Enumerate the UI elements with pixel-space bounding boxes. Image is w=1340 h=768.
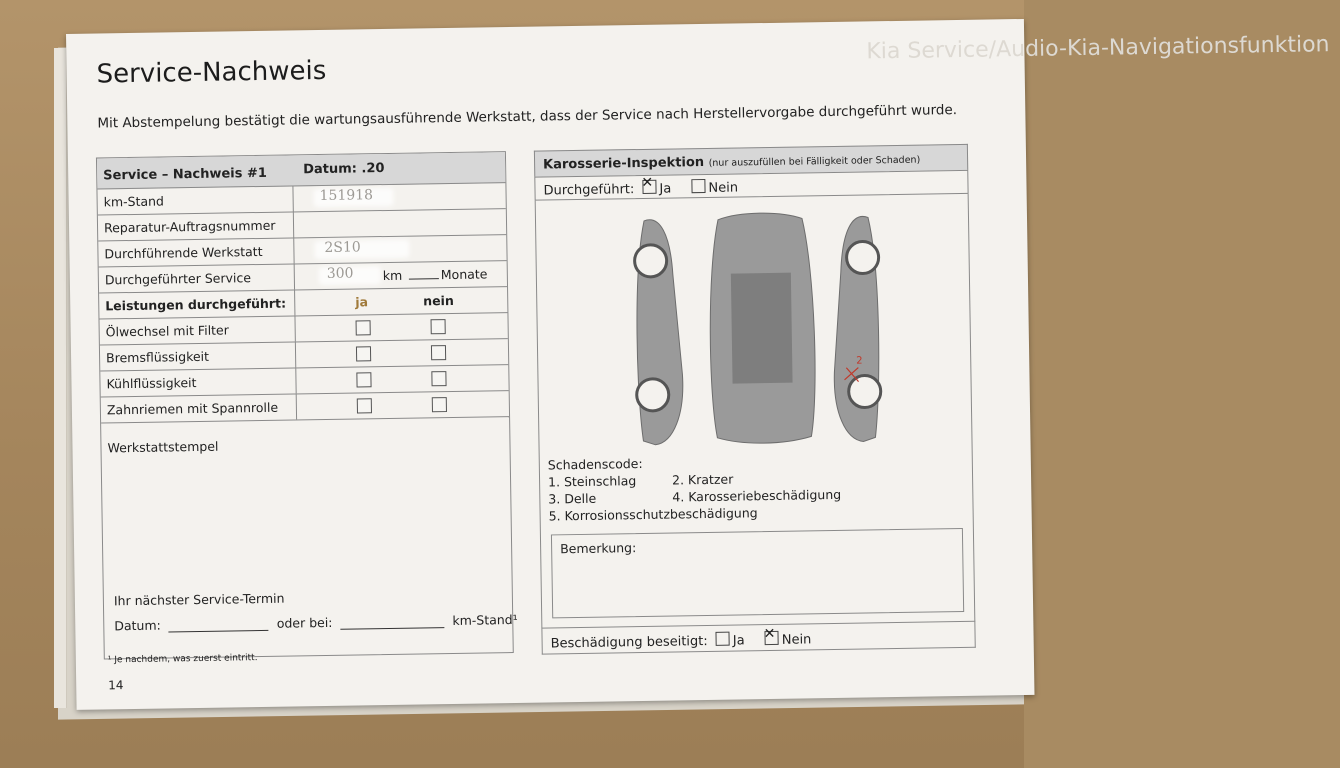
row-label: Ölwechsel mit Filter [99,316,295,344]
durchgefuehrt-label: Durchgeführt: [543,182,635,199]
leistungen-label: Leistungen durchgeführt: [99,290,295,318]
datum-input-line[interactable] [169,620,269,633]
km-stand-label: km-Stand¹ [452,611,518,629]
code-5: 5. Korrosionsschutzbeschädigung [548,505,758,524]
monate-label: Monate [440,266,488,283]
ja-column-label: ja [355,294,369,310]
datum-label: Datum: [114,617,161,634]
beseitigt-row [541,622,975,655]
code-3: 3. Delle [548,490,597,507]
werkstatt-field[interactable] [294,235,506,263]
handwritten-value: 151918 [319,187,374,205]
row-label: Durchgeführter Service [99,264,295,292]
bremsfluessigkeit-nein-checkbox[interactable] [431,345,446,360]
damage-codes [548,451,873,524]
beseitigt-ja-checkbox[interactable] [716,632,730,646]
service-record-form [96,151,518,659]
row-label: Bremsflüssigkeit [100,342,296,370]
bleed-through-text: Kia Service/Audio-Kia-Navigationsfunktion [866,32,1330,65]
row-label: km-Stand [97,186,293,214]
oelwechsel-nein-checkbox[interactable] [431,319,446,334]
wheel [636,379,668,411]
inspection-body [535,194,976,629]
nein-label: Nein [781,632,812,648]
km-suffix: km [382,267,403,284]
form-header-date: Datum: .20 [303,161,385,178]
bremsfluessigkeit-ja-checkbox[interactable] [356,346,371,361]
bemerkung-label: Bemerkung: [560,540,637,557]
werkstattstempel-label: Werkstattstempel [107,438,219,456]
oelwechsel-ja-checkbox[interactable] [356,320,371,335]
km-stand-field[interactable] [293,183,505,211]
car-roof [731,273,793,384]
booklet-page [66,19,1330,710]
nein-column-label: nein [423,292,454,309]
page-edge [54,48,67,708]
car-diagram [630,211,886,451]
page-title: Service-Nachweis [96,55,327,90]
beseitigt-nein-checkbox[interactable] [765,631,779,645]
durchgefuehrt-nein-checkbox[interactable] [691,179,705,193]
next-service-label: Ihr nächster Service-Termin [113,590,285,609]
row-label: Durchführende Werkstatt [98,238,294,266]
service-field[interactable] [295,261,507,289]
row-label: Kühlflüssigkeit [100,368,296,396]
km-input-line[interactable] [340,617,444,630]
wheel [634,245,666,277]
durchgefuehrt-ja-checkbox[interactable] [642,180,656,194]
ja-label: Ja [732,633,745,649]
code-1: 1. Steinschlag [547,473,637,490]
wheel [846,241,878,273]
auftragsnummer-field[interactable] [294,209,506,237]
inspection-title: Karosserie-Inspektion [542,154,705,173]
zahnriemen-nein-checkbox[interactable] [432,397,447,412]
code-2: 2. Kratzer [671,471,734,488]
zahnriemen-ja-checkbox[interactable] [357,398,372,413]
form-header-label: Service – Nachweis #1 [103,165,268,184]
footnote: ¹ Je nachdem, was zuerst eintritt. [107,653,258,666]
oder-bei-label: oder bei: [276,614,333,631]
inspection-note: (nur auszufüllen bei Fälligkeit oder Schaden) [708,154,921,169]
schadenscode-label: Schadenscode: [547,455,643,473]
beseitigt-label: Beschädigung beseitigt: [550,633,708,652]
page-subtitle: Mit Abstempelung bestätigt die wartungsausführende Werkstatt, dass der Service nach Herstellervorgabe durchgeführt wurde. [97,102,958,132]
code-4: 4. Karosseriebeschädigung [672,486,842,505]
monate-line [409,268,439,279]
wheel [848,375,880,407]
row-label: Zahnriemen mit Spannrolle [101,394,297,422]
row-zahnriemen [101,391,509,423]
nein-label: Nein [708,180,739,196]
damage-code-mark: 2 [856,355,863,367]
bemerkung-field[interactable] [551,528,964,618]
handwritten-value: 300 [326,265,354,282]
row-label: Reparatur-Auftragsnummer [98,212,294,240]
next-service-fields [114,612,518,633]
kuehlfluessigkeit-ja-checkbox[interactable] [356,372,371,387]
kuehlfluessigkeit-nein-checkbox[interactable] [431,371,446,386]
body-inspection-form [534,144,976,655]
handwritten-value: 2S10 [324,239,361,256]
page-number: 14 [108,678,124,693]
ja-label: Ja [659,181,672,197]
